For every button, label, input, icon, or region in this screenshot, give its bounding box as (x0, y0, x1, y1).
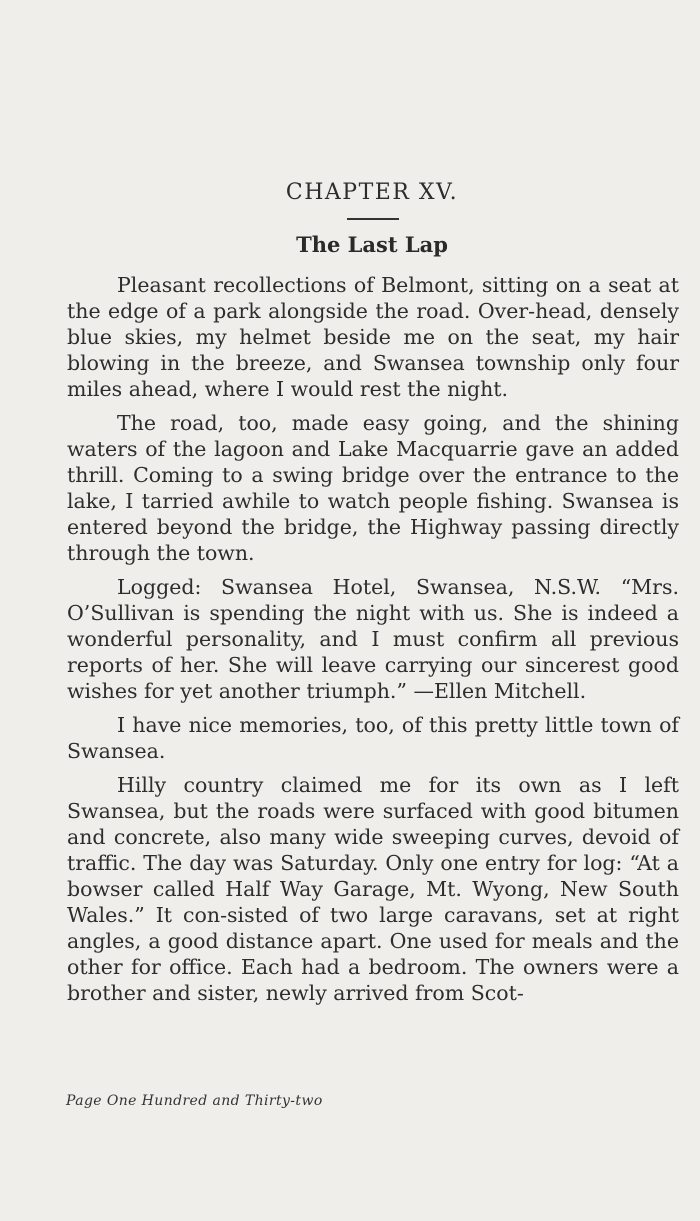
paragraph: Logged: Swansea Hotel, Swansea, N.S.W. “Mrs. O’Sullivan is spending the night with us. She is indeed a wonderful personality, and I must confirm all previous reports of her. She will leave carrying our sincerest good wishes for yet another triumph.” —Ellen Mitchell. (67, 575, 679, 703)
chapter-title: The Last Lap (296, 232, 448, 257)
paragraph: I have nice memories, too, of this pretty little town of Swansea. (67, 713, 679, 763)
heading-divider (347, 218, 399, 220)
paragraph: Hilly country claimed me for its own as I left Swansea, but the roads were surfaced with good bitumen and concrete, also many wide sweeping curves, devoid of traffic. The day was Saturday. Only one entry for log: “At a bowser called Half Way Garage, Mt. Wyong, New South Wales.” It con-sisted of two large caravans, set at right angles, a good distance apart. One used for meals and the other for office. Each had a bedroom. The owners were a brother and sister, newly arrived from Scot- (67, 773, 679, 1005)
paragraph: The road, too, made easy going, and the shining waters of the lagoon and Lake Macquarrie gave an added thrill. Coming to a swing bridge over the entrance to the lake, I tarried awhile to watch people fishing. Swansea is entered beyond the bridge, the Highway passing directly through the town. (67, 411, 679, 565)
body-text (67, 272, 679, 1014)
page-footer: Page One Hundred and Thirty-two (66, 1093, 323, 1109)
chapter-heading: CHAPTER XV. (285, 180, 459, 205)
paragraph: Pleasant recollections of Belmont, sitting on a seat at the edge of a park alongside the road. Over-head, densely blue skies, my helmet beside me on the seat, my hair blowing in the breeze, and Swansea township only four miles ahead, where I would rest the night. (67, 273, 679, 401)
